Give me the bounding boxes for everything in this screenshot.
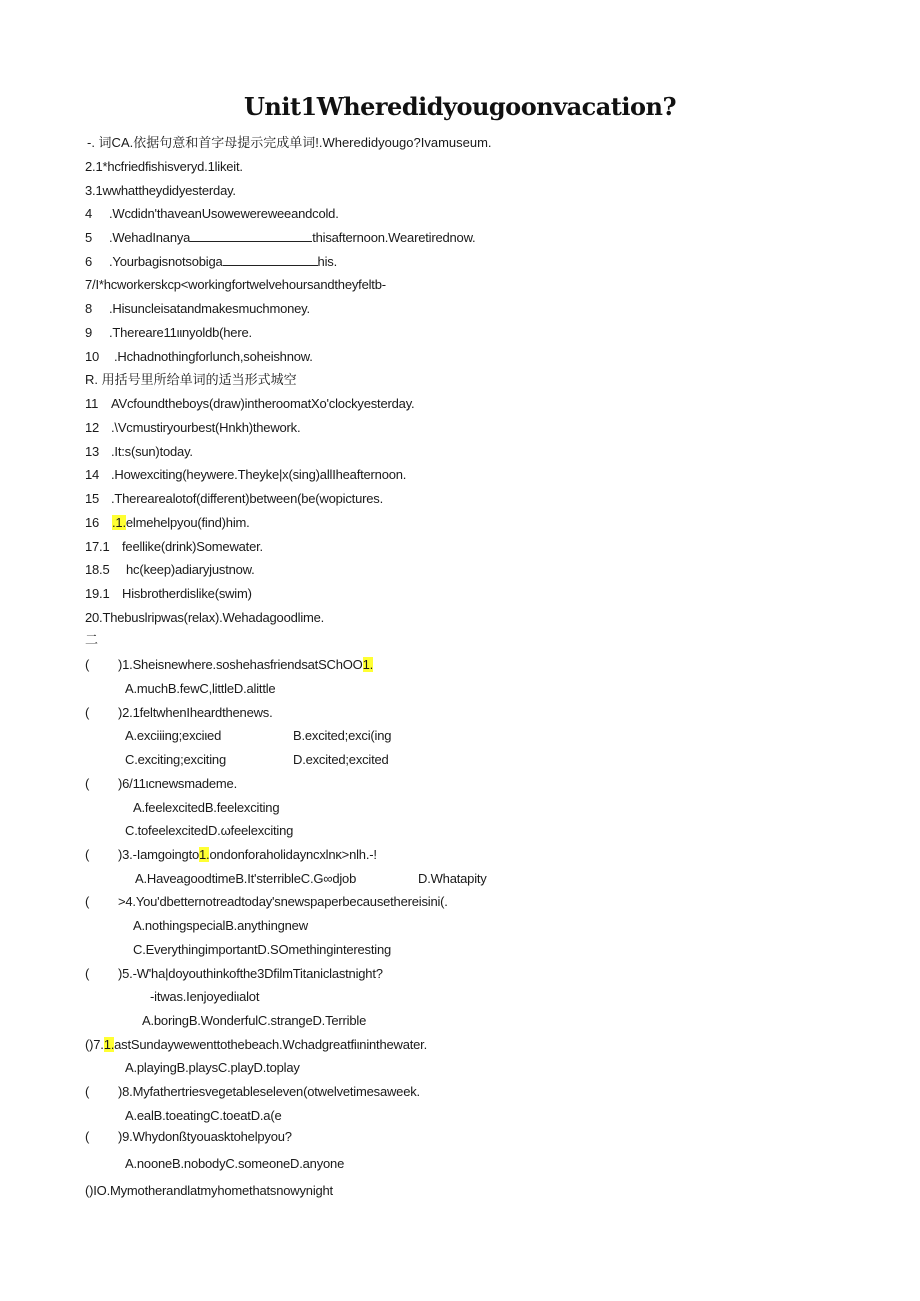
mc-2-paren: ( xyxy=(85,705,90,720)
question-14-number: 14 xyxy=(85,467,100,482)
mc-question-7-text: astSundaywewenttothebeach.Wchadgreatfiιninthewater. xyxy=(114,1037,427,1052)
question-15-number: 15 xyxy=(85,491,100,506)
mc-question-6: )6/11ιcnewsmademe. xyxy=(118,776,237,791)
question-12: .\Vcmustiryourbest(Hnkh)thework. xyxy=(111,420,301,435)
question-18-number: 18.5 xyxy=(85,562,110,577)
mc-2-option-d: D.excited;excited xyxy=(293,752,389,767)
mc-question-10: ()IO.Mymotherandlatmyhomethatsnowynight xyxy=(85,1183,333,1198)
question-19-number: 19.1 xyxy=(85,586,110,601)
mc-question-5: )5.-W'ha|doyouthinkofthe3DfilmTitaniclastnight? xyxy=(118,966,383,981)
mc-3-paren: ( xyxy=(85,847,90,862)
question-20: 20.Thebuslripwas(relax).Wehadagoodlime. xyxy=(85,610,325,625)
question-11: AVcfoundtheboys(draw)intheroomatXo'clockyesterday. xyxy=(111,396,415,411)
mc-1-paren: ( xyxy=(85,657,90,672)
mc-question-7 xyxy=(85,1036,427,1054)
question-5 xyxy=(109,229,475,247)
mc-7-options: A.playingB.playsC.playD.toplay xyxy=(125,1060,300,1075)
question-16-number: 16 xyxy=(85,515,100,530)
mc-question-3-text-a: )3.-Iamgoingto xyxy=(118,847,200,862)
question-18: hc(keep)adiaryjustnow. xyxy=(126,562,255,577)
mc-4-options-cd: C.EverythingimportantD.SOmethinginteresting xyxy=(133,942,392,957)
question-15: .Therearealotof(different)between(be(wopictures. xyxy=(111,491,383,506)
question-16 xyxy=(112,514,250,532)
question-5-number: 5 xyxy=(85,230,93,245)
question-12-number: 12 xyxy=(85,420,100,435)
question-17-number: 17.1 xyxy=(85,539,110,554)
section2-header: R. 用括号里所给单词的适当形式城空 xyxy=(85,372,297,387)
question-6-text-b: his. xyxy=(317,254,337,269)
highlight-mark: 1. xyxy=(199,847,210,862)
question-9: .Thereare11ιιnyoldb(here. xyxy=(109,325,252,340)
mc-question-3-text-b: ondonforaholidayncxlnκ>nlh.-! xyxy=(209,847,377,862)
mc-question-4: >4.You'dbetternotreadtoday'snewspaperbecausethereisini(. xyxy=(118,894,448,909)
mc-5-paren: ( xyxy=(85,966,90,981)
question-3: 3.1wwhattheydidyesterday. xyxy=(85,183,236,198)
mc-question-2: )2.1feltwhenIheardthenews. xyxy=(118,705,273,720)
mc-2-option-c: C.exciting;exciting xyxy=(125,752,226,767)
answer-blank[interactable] xyxy=(223,253,318,266)
question-14: .Howexciting(heywere.Theyke|x(sing)allIheafternoon. xyxy=(111,467,407,482)
question-5-text-a: .WehadInanya xyxy=(109,230,191,245)
mc-question-8: )8.Myfathertriesvegetableseleven(otwelvetimesaweek. xyxy=(118,1084,420,1099)
page-title: Unit1Wheredidyougoonvacation? xyxy=(243,92,677,121)
mc-3-option-d: D.Whatapity xyxy=(418,871,487,886)
mc-6-paren: ( xyxy=(85,776,90,791)
mc-question-1-text: )1.Sheisnewhere.soshehasfriendsatSChOO xyxy=(118,657,363,672)
mc-8-options: A.ealB.toeatingC.toeatD.a(e xyxy=(125,1108,282,1123)
question-13: .It:s(sun)today. xyxy=(111,444,193,459)
mc-4-options-ab: A.nothingspecialB.anythingnew xyxy=(133,918,308,933)
question-10-number: 10 xyxy=(85,349,100,364)
question-5-text-b: thisafternoon.Wearetirednow. xyxy=(312,230,476,245)
mc-question-9: )9.Whydonßtyouasktohelpyou? xyxy=(118,1129,292,1144)
highlight-mark: 1. xyxy=(362,657,374,672)
mc-9-paren: ( xyxy=(85,1129,90,1144)
mc-8-paren: ( xyxy=(85,1084,90,1099)
question-19: Hisbrotherdislike(swim) xyxy=(122,586,252,601)
mc-4-paren: ( xyxy=(85,894,90,909)
question-6 xyxy=(109,253,337,271)
section3-header: 二 xyxy=(85,632,99,647)
question-13-number: 13 xyxy=(85,444,100,459)
section1-header: -. 词CA.依据句意和首字母提示完成单词!.Wheredidyougo?Ivamuseum. xyxy=(87,135,492,150)
question-17: feellike(drink)Somewater. xyxy=(122,539,263,554)
question-4-number: 4 xyxy=(85,206,93,221)
question-9-number: 9 xyxy=(85,325,93,340)
mc-1-options: A.muchB.fewC,littleD.alittle xyxy=(125,681,276,696)
question-16-text: elmehelpyou(find)him. xyxy=(125,515,250,530)
question-10: .Hchadnothingforlunch,soheishnow. xyxy=(114,349,313,364)
highlight-mark: .1. xyxy=(112,515,126,530)
mc-2-option-b: B.excited;exci(ing xyxy=(293,728,392,743)
question-2: 2.1*hcfriedfishisveryd.1likeit. xyxy=(85,159,243,174)
highlight-mark: 1. xyxy=(103,1037,115,1052)
question-4: .Wcdidn'thaveanUsowewereweeandcold. xyxy=(109,206,339,221)
mc-question-7-prefix: ()7. xyxy=(85,1037,104,1052)
mc-5-reply: -itwas.Ienjoyediιalot xyxy=(150,989,260,1004)
mc-5-options: A.boringB.WonderfulC.strangeD.Terrible xyxy=(142,1013,367,1028)
mc-3-options-abc: A.HaveagoodtimeB.It'sterribleC.G∞djob xyxy=(135,871,357,886)
question-6-text-a: .Yourbagisnotsobiga xyxy=(109,254,223,269)
question-7: 7/I*hcworkerskcp<workingfortwelvehoursandtheyfeltb- xyxy=(85,277,386,292)
question-8-number: 8 xyxy=(85,301,93,316)
mc-6-options-cd: C.tofeelexcitedD.ωfeelexciting xyxy=(125,823,294,838)
mc-9-options: A.nooneB.nobodyC.someoneD.anyone xyxy=(125,1156,345,1171)
mc-2-option-a: A.exciiing;exciιed xyxy=(125,728,222,743)
mc-6-options-ab: A.feelexcitedB.feelexciting xyxy=(133,800,280,815)
answer-blank[interactable] xyxy=(190,229,312,242)
question-8: .Hisuncleisatandmakesmuchmoney. xyxy=(109,301,310,316)
mc-question-1 xyxy=(118,656,373,674)
question-6-number: 6 xyxy=(85,254,93,269)
mc-question-3 xyxy=(118,846,377,864)
question-11-number: 11 xyxy=(85,396,99,411)
